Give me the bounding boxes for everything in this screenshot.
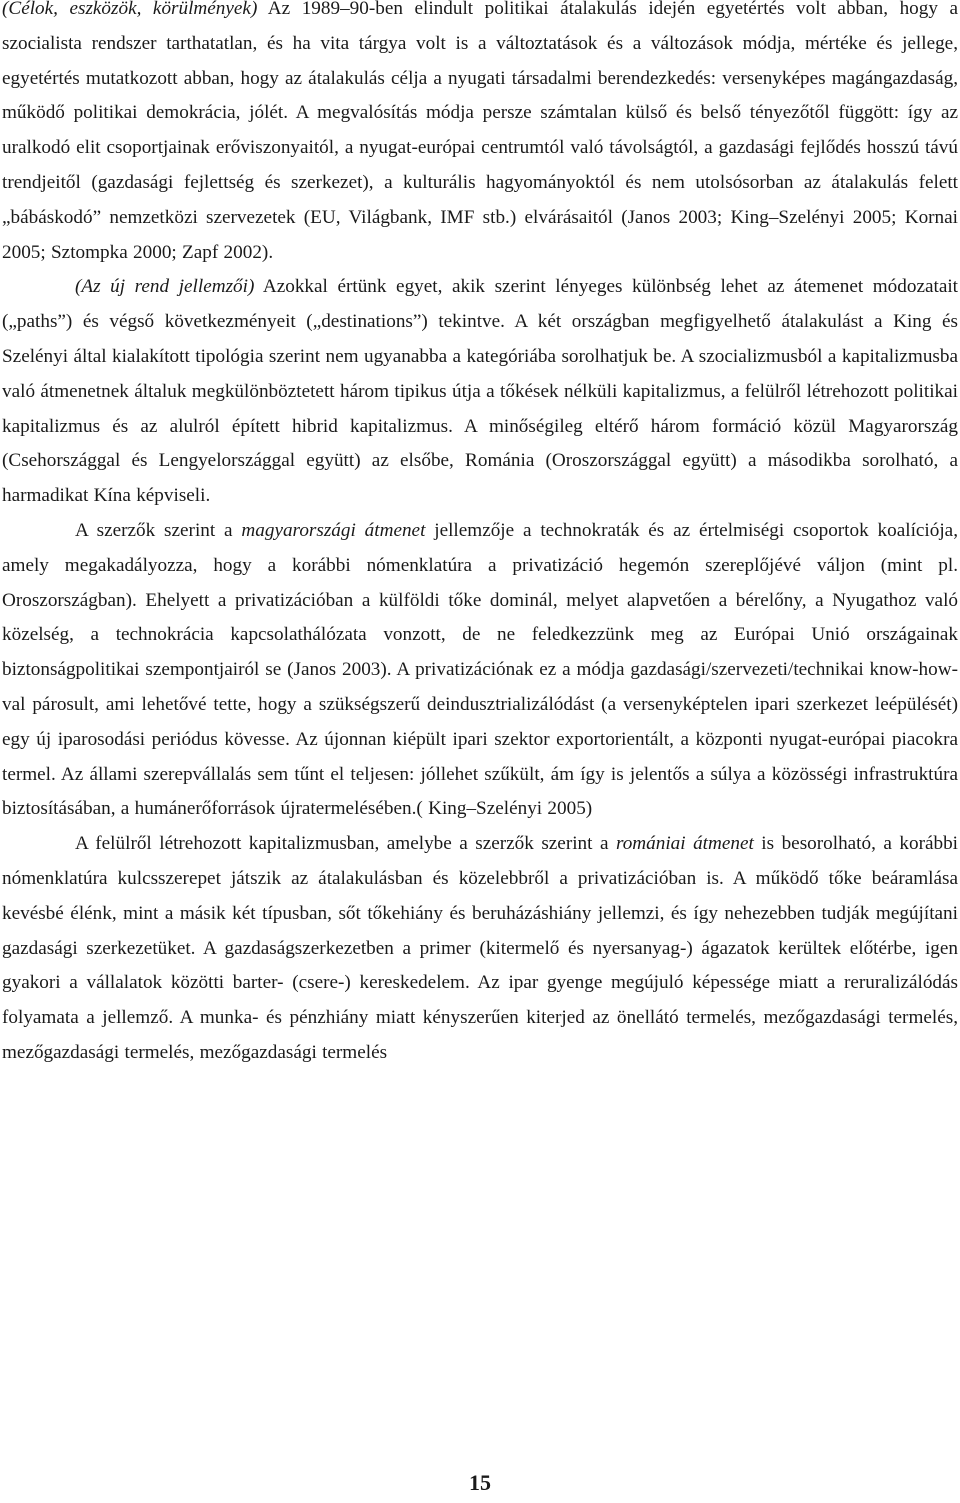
paragraph-romanian-transition bbox=[2, 827, 958, 1071]
paragraph-body-romanian: is besorolható, a korábbi nómenklatúra kulcsszerepet játszik az átalakulásban és közelebbről a privatizációban is. A működő tőke beáramlása kevésbé élénk, mint a másik két típusban, sőt tőkehiány és beruházáshiány jellemzi, és így nehezebben tudják megújítani gazdasági szerkezetüket. A gazdaságszerkezetben a primer (kitermelő és nyersanyag-) ágazatok kerültek előtérbe, igen gyakori a vállalatok közötti barter- (csere-) kereskedelem. Az ipar gyenge megújuló képessége miatt a reruralizálódás folyamata a jellemző. A munka- és pénzhiány miatt kényszerűen kiterjed az önellátó termelés, mezőgazdasági termelés, mezőgazdasági termelés, mezőgazdasági termelés bbox=[2, 833, 958, 1063]
paragraph-lead-romanian: A felülről létrehozott kapitalizmusban, amelybe a szerzők szerint a bbox=[75, 833, 616, 855]
emphasis-hungarian-transition: magyarországi átmenet bbox=[241, 519, 426, 541]
paragraph-heading-new-order: (Az új rend jellemzői) bbox=[75, 276, 255, 298]
page-number: 15 bbox=[469, 1470, 491, 1495]
paragraph-body-hungarian: jellemzője a technokraták és az értelmiségi csoportok koalíciója, amely megakadályozza, hogy a korábbi nómenklatúra a privatizáció hegemón szereplőjévé váljon (mint pl. Oroszországban). Ehelyett a privatizációban a külföldi tőke dominál, melyet alapvetően a bérelőny, a Nyugathoz való közelség, a technokrácia kapcsolathálózata vonzott, de ne feledkezzünk meg az Európai Unió országainak biztonságpolitikai szempontjairól se (Janos 2003). A privatizációnak ez a módja gazdasági/szervezeti/technikai know-how-val párosult, ami lehetővé tette, hogy a szükségszerű deindusztrializálódást (a versenyképtelen ipari szerkezet leépülését) egy új iparosodási periódus kövesse. Az újonnan kiépült ipari szektor exportorientált, a központi nyugat-európai piacokra termel. Az állami szerepvállalás sem tűnt el teljesen: jóllehet szűkült, ám így is jelentős a súlya a közösségi infrastruktúra biztosításában, a humánerőforrások újratermelésében.( King–Szelényi 2005) bbox=[2, 519, 958, 820]
paragraph-new-order bbox=[2, 270, 958, 514]
paragraph-body-goals: Az 1989–90-ben elindult politikai átalakulás idején egyetértés volt abban, hogy a szocialista rendszer tarthatatlan, és ha vita tárgya volt is a változtatások és a változások módja, mértéke és jellege, egyetértés mutatkozott abban, hogy az átalakulás célja a nyugati társadalmi berendezkedés: versenyképes magángazdaság, működő politikai demokrácia, jólét. A megvalósítás módja persze számtalan külső és belső tényezőtől függött: így az uralkodó elit csoportjainak erőviszonyaitól, a nyugat-európai centrumtól való távolságtól, a gazdasági fejlődés hosszú távú trendjeitől (gazdasági fejlettség és szerkezet), a kulturális hagyományoktól és nem utolsósorban az átalakulás felett „bábáskodó” nemzetközi szervezetek (EU, Világbank, IMF stb.) elvárásaitól (Janos 2003; King–Szelényi 2005; Kornai 2005; Sztompka 2000; Zapf 2002). bbox=[2, 0, 958, 263]
emphasis-romanian-transition: romániai átmenet bbox=[615, 833, 754, 855]
paragraph-hungarian-transition bbox=[2, 514, 958, 827]
paragraph-lead-hungarian: A szerzők szerint a bbox=[75, 519, 242, 541]
paragraph-body-new-order: Azokkal értünk egyet, akik szerint lényeges különbség lehet az átemenet módozatait („paths”) és végső következményeit („destinations”) tekintve. A két országban megfigyelhető átalakulást a King és Szelényi által kialakított tipológia szerint nem ugyanabba a kategóriába sorolhatjuk be. A szocializmusból a kapitalizmusba való átmenetnek általuk megkülönböztetett három tipikus útja a tőkések nélküli kapitalizmus, a felülről létrehozott politikai kapitalizmus és az alulról épített hibrid kapitalizmus. A minőségileg eltérő három formáció közül Magyarország (Csehországgal és Lengyelországgal együtt) az elsőbe, Románia (Oroszországgal együtt) a másodikba sorolható, a harmadikat Kína képviseli. bbox=[2, 276, 959, 507]
paragraph-goals bbox=[2, 0, 958, 270]
paragraph-heading-goals: (Célok, eszközök, körülmények) bbox=[2, 0, 258, 19]
